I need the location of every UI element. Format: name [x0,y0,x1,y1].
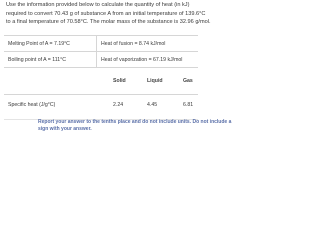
properties-row [4,52,198,68]
properties-row [4,36,198,52]
column-divider [96,36,97,51]
instruction-line-1: Report your answer to the tenths place and do not include units. Do not include a [38,119,232,125]
header-gas: Gas [183,78,193,84]
question-text [6,1,211,27]
table-header-row [4,72,198,95]
heat-of-fusion: Heat of fusion = 8.74 kJ/mol [101,41,166,47]
answer-instruction [38,119,232,133]
header-liquid: Liquid [147,78,163,84]
specific-heat-table [4,72,198,120]
table-row [4,95,198,120]
question-panel [0,0,232,134]
heat-of-vaporization: Heat of vaporization = 67.19 kJ/mol [101,57,183,63]
gas-value: 6.81 [183,102,194,108]
liquid-value: 4.45 [147,102,158,108]
question-line-2: required to convert 70.43 g of substance A from an initial temperature of 139.6°C [6,10,206,17]
instruction-line-2: sign with your answer. [38,126,92,132]
solid-value: 2.24 [113,102,124,108]
boiling-point: Boiling point of A = 111°C [8,57,66,63]
properties-table [4,35,198,68]
question-line-1: Use the information provided below to calculate the quantity of heat (in kJ) [6,2,190,8]
melting-point: Melting Point of A = 7.19°C [8,41,70,47]
header-solid: Solid [113,78,126,84]
question-line-3: to a final temperature of 70.58°C. The molar mass of the substance is 32.96 g/mol. [6,19,211,26]
specific-heat-label: Specific heat (J/g°C) [8,102,56,108]
column-divider [96,52,97,67]
